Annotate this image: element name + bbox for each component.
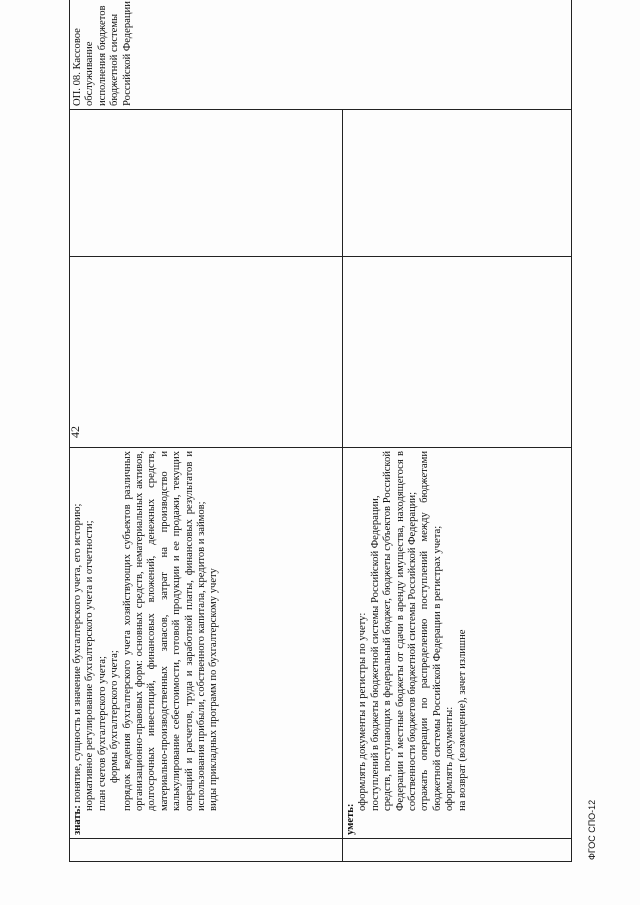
page-number: 42: [68, 426, 82, 438]
skills-item: оформлять документы и регистры по учету:: [357, 612, 369, 811]
empty-cell: [70, 110, 343, 257]
hours-cell: [343, 257, 572, 448]
hours-cell: [70, 257, 343, 448]
skills-item: средств, поступающих в федеральный бюджет, бюджеты субъектов Российской Федерации и местные бюджеты от сдачи в аренду имущества, находящегося в собственности бюджетов бюджетной системы Российской Федерации;: [382, 451, 419, 811]
row-number-cell: [343, 839, 572, 862]
knowledge-cell: [70, 448, 343, 839]
footer-code: ФГОС СПО-12: [587, 799, 597, 860]
skills-item: отражать операции по распределению поступлений между бюджетами бюджетной системы Российской Федерации в регистрах учета;: [419, 451, 443, 811]
competency-table: [69, 0, 572, 862]
knowledge-item: порядок ведения бухгалтерского учета хозяйствующих субъектов различных организационно-правовых форм: основных средств, нематериальных активов, долгосрочных инвестиций, финансовых вложений, денежных средств, материально-производственных запасов, затрат на производство и калькулирование себестоимости, готовой продукции и ее продажи, текущих операций и расчетов, труда и заработной платы, финансовых результатов и использования прибыли, собственного капитала, кредитов и займов;: [121, 451, 208, 811]
knowledge-item: формы бухгалтерского учета;: [109, 650, 121, 783]
knowledge-item: понятие, сущность и значение бухгалтерского учета, его историю;: [72, 503, 83, 803]
skills-cell: [343, 448, 572, 839]
skills-item: поступлений в бюджеты бюджетной системы Российской Федерации,: [369, 495, 381, 811]
knowledge-item: план счетов бухгалтерского учета;: [96, 656, 108, 811]
discipline-name: ОП. 08. Кассовое обслуживание исполнения бюджетов бюджетной системы Российской Федерации: [72, 1, 133, 106]
discipline-cell: [70, 0, 572, 110]
skills-label: уметь:: [345, 803, 356, 835]
rotated-table-wrapper: [69, 1, 572, 862]
table-row-top: [70, 0, 343, 862]
empty-cell: [343, 110, 572, 257]
table-row-skills: [343, 0, 572, 862]
knowledge-item: нормативное регулирование бухгалтерского учета и отчетности;: [84, 520, 96, 811]
skills-item: на возврат (возмещение), зачет излишне: [456, 629, 468, 811]
skills-item: оформлять документы:: [444, 706, 456, 811]
knowledge-label: знать:: [72, 805, 83, 835]
knowledge-item: виды прикладных программ по бухгалтерскому учету: [208, 568, 220, 811]
row-number-cell: [70, 839, 343, 862]
